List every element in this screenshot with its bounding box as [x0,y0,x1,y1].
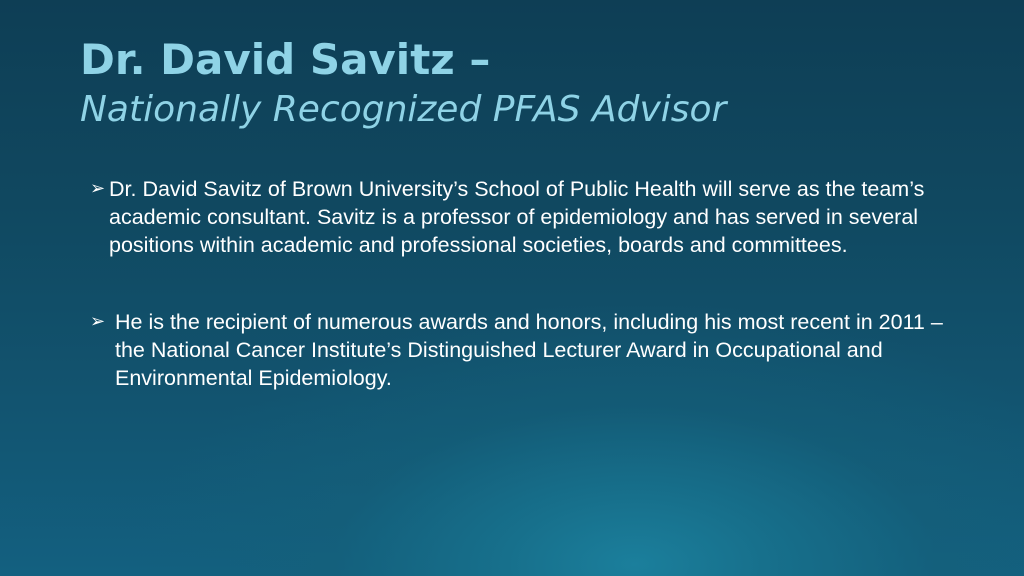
bullet-text: Dr. David Savitz of Brown University’s School of Public Health will serve as the team’s academic consultant. Savitz is a professor of epidemiology and has served in several positions within academic and professional societies, boards and committees. [109,177,925,257]
bullet-item [90,175,950,259]
slide-subtitle: Nationally Recognized PFAS Advisor [80,89,727,130]
arrow-bullet-icon: ➢ [90,178,106,199]
slide-title: Dr. David Savitz – [80,35,491,84]
bullet-text: He is the recipient of numerous awards and honors, including his most recent in 2011 – the National Cancer Institute’s Distinguished Lecturer Award in Occupational and Environmental Epidemiology. [115,310,943,390]
bullet-item [90,308,950,392]
arrow-bullet-icon: ➢ [90,311,106,332]
bullet-list [90,175,950,392]
